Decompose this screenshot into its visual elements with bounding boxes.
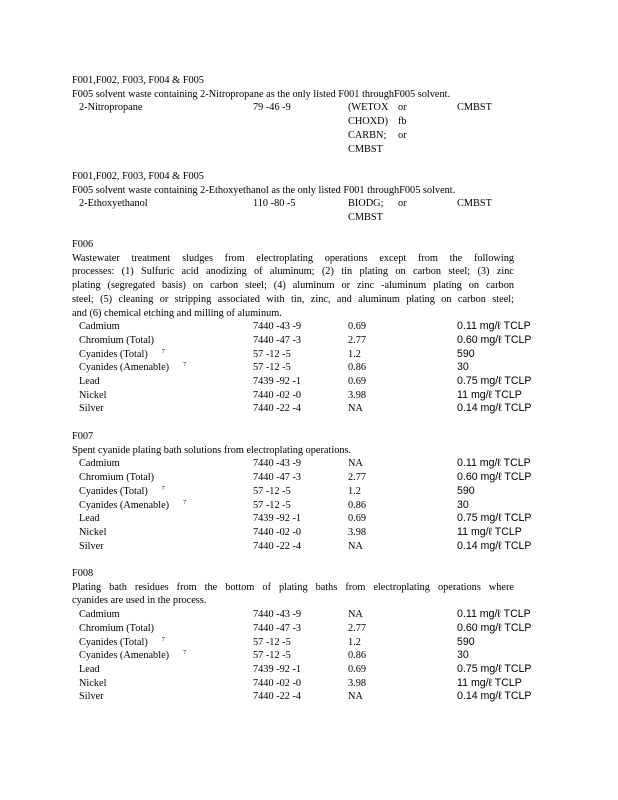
cas-number: 7440 -02 -0 <box>253 677 302 689</box>
cas-number: 7439 -92 -1 <box>253 663 302 675</box>
section-heading: F001,F002, F003, F004 & F005 <box>72 75 204 86</box>
nonwastewater-standard: 11 mg/ℓ TCLP <box>457 676 522 689</box>
wastewater-standard: 2.77 <box>348 622 367 634</box>
wastewater-standard: 1.2 <box>348 348 361 360</box>
footnote-marker: 7 <box>183 499 187 506</box>
cas-number: 7440 -43 -9 <box>253 458 302 470</box>
section-description-line: F005 solvent waste containing 2-Nitropropane as the only listed F001 throughF005 solvent. <box>72 88 451 100</box>
wastewater-standard: 3.98 <box>348 389 367 401</box>
constituent-name: Lead <box>79 513 100 525</box>
nonwastewater-standard: CMBST <box>457 198 492 210</box>
footnote-marker: 7 <box>183 362 187 369</box>
nonwastewater-standard: 0.14 mg/ℓ TCLP <box>457 690 532 703</box>
wastewater-standard: 3.98 <box>348 526 367 538</box>
technology-connector: or <box>398 198 407 210</box>
wastewater-standard: NA <box>348 691 363 703</box>
technology-connector: or <box>398 102 407 114</box>
constituent-name: Cyanides (Amenable) $^7$ <box>79 650 187 662</box>
constituent-name: Chromium (Total) <box>79 622 155 634</box>
wastewater-standard: 1.2 <box>348 636 361 648</box>
section-description-line: Plating bath residues from the bottom of plating baths from electroplating operations where <box>72 581 514 593</box>
cas-number: 110 -80 -5 <box>253 198 296 210</box>
section-heading: F006 <box>72 239 94 250</box>
nonwastewater-standard: 30 <box>457 361 469 374</box>
wastewater-standard: 0.69 <box>348 376 367 387</box>
cas-number: 7440 -22 -4 <box>253 540 302 552</box>
cas-number: 57 -12 -5 <box>253 485 291 497</box>
section-description-line: cyanides are used in the process. <box>72 595 207 607</box>
constituent-name: Silver <box>79 403 104 415</box>
section-heading: F001,F002, F003, F004 & F005 <box>72 171 204 182</box>
section-description-line: Wastewater treatment sludges from electroplating operations except from the following <box>72 252 514 264</box>
wastewater-standard: 0.69 <box>348 321 367 333</box>
section-description-line: plating (segregated basis) on carbon steel; (4) aluminum or zinc -aluminum plating on carbon <box>72 280 514 292</box>
nonwastewater-standard: 0.60 mg/ℓ TCLP <box>457 333 532 346</box>
cas-number: 7440 -43 -9 <box>253 321 302 333</box>
cas-number: 7440 -02 -0 <box>253 389 302 401</box>
nonwastewater-standard: 590 <box>457 484 475 497</box>
cas-number: 57 -12 -5 <box>253 636 291 648</box>
section-description-line: and (6) chemical etching and milling of aluminum. <box>72 307 282 319</box>
nonwastewater-standard: 0.75 mg/ℓ TCLP <box>457 375 532 387</box>
cas-number: 7440 -47 -3 <box>253 622 302 634</box>
wastewater-standard: CHOXD) <box>348 116 389 128</box>
nonwastewater-standard: 11 mg/ℓ TCLP <box>457 525 522 538</box>
nonwastewater-standard: 0.60 mg/ℓ TCLP <box>457 621 532 634</box>
constituent-name: Chromium (Total) <box>79 472 155 484</box>
wastewater-standard: CMBST <box>348 212 383 224</box>
constituent-name: 2-Nitropropane <box>79 102 143 114</box>
cas-number: 7440 -43 -9 <box>253 609 302 621</box>
cas-number: 79 -46 -9 <box>253 102 291 114</box>
nonwastewater-standard: 590 <box>457 635 475 648</box>
nonwastewater-standard: 0.14 mg/ℓ TCLP <box>457 402 532 415</box>
nonwastewater-standard: 30 <box>457 649 469 662</box>
wastewater-standard: NA <box>348 540 363 552</box>
cas-number: 57 -12 -5 <box>253 348 291 360</box>
wastewater-standard: 0.86 <box>348 650 367 662</box>
cas-number: 7440 -47 -3 <box>253 472 302 484</box>
nonwastewater-standard: 0.11 mg/ℓ TCLP <box>457 608 531 621</box>
footnote-marker: 7 <box>161 485 165 492</box>
cas-number: 7440 -22 -4 <box>253 691 302 703</box>
nonwastewater-standard: 30 <box>457 498 469 511</box>
constituent-name: Cyanides (Total) $^7$ <box>79 636 165 648</box>
wastewater-standard: CARBN; <box>348 129 387 141</box>
wastewater-standard: 1.2 <box>348 485 361 497</box>
nonwastewater-standard: 11 mg/ℓ TCLP <box>457 388 522 401</box>
constituent-name: Cadmium <box>79 321 120 333</box>
wastewater-standard: CMBST <box>348 143 383 155</box>
footnote-marker: 7 <box>161 636 165 643</box>
constituent-name: Cyanides (Amenable) $^7$ <box>79 362 187 374</box>
section-description-line: Spent cyanide plating bath solutions from electroplating operations. <box>72 444 352 456</box>
cas-number: 7440 -02 -0 <box>253 526 302 538</box>
wastewater-standard: 0.86 <box>348 499 367 511</box>
constituent-name: Lead <box>79 663 100 675</box>
wastewater-standard: NA <box>348 403 363 415</box>
section-description-line: processes: (1) Sulfuric acid anodizing of aluminum; (2) tin plating on carbon steel; (3) zinc <box>72 266 514 278</box>
cas-number: 57 -12 -5 <box>253 650 291 662</box>
constituent-name: Cyanides (Total) $^7$ <box>79 485 165 497</box>
wastewater-standard: 0.86 <box>348 362 367 374</box>
cas-number: 7440 -47 -3 <box>253 334 302 346</box>
constituent-name: Cadmium <box>79 458 120 470</box>
constituent-name: Nickel <box>79 677 107 689</box>
footnote-marker: 7 <box>183 650 187 657</box>
wastewater-standard: 0.69 <box>348 663 367 675</box>
cas-number: 7439 -92 -1 <box>253 376 302 387</box>
nonwastewater-standard: 0.11 mg/ℓ TCLP <box>457 320 531 333</box>
technology-connector: or <box>398 129 407 141</box>
technology-connector: fb <box>398 116 407 128</box>
nonwastewater-standard: 0.75 mg/ℓ TCLP <box>457 662 532 675</box>
footnote-marker: 7 <box>161 348 165 355</box>
section-heading: F007 <box>72 431 94 442</box>
constituent-name: Nickel <box>79 389 107 401</box>
wastewater-standard: NA <box>348 458 363 470</box>
section-description-line: F005 solvent waste containing 2-Ethoxyethanol as the only listed F001 throughF005 solvent. <box>72 184 456 196</box>
section-description-line: steel; (5) cleaning or stripping associated with tin, zinc, and aluminum plating on carbon steel; <box>72 293 514 305</box>
constituent-name: 2-Ethoxyethanol <box>79 198 148 210</box>
constituent-name: Nickel <box>79 526 107 538</box>
constituent-name: Chromium (Total) <box>79 334 155 346</box>
wastewater-standard: NA <box>348 609 363 621</box>
nonwastewater-standard: 0.14 mg/ℓ TCLP <box>457 539 532 552</box>
cas-number: 57 -12 -5 <box>253 499 291 511</box>
nonwastewater-standard: 590 <box>457 347 475 360</box>
constituent-name: Cyanides (Total) $^7$ <box>79 348 165 360</box>
constituent-name: Cadmium <box>79 609 120 621</box>
nonwastewater-standard: 0.75 mg/ℓ TCLP <box>457 512 532 525</box>
wastewater-standard: 2.77 <box>348 472 367 484</box>
cas-number: 7439 -92 -1 <box>253 513 302 525</box>
constituent-name: Silver <box>79 691 104 703</box>
constituent-name: Cyanides (Amenable) $^7$ <box>79 499 187 511</box>
wastewater-standard: 0.69 <box>348 513 367 525</box>
cas-number: 57 -12 -5 <box>253 362 291 374</box>
constituent-name: Silver <box>79 540 104 552</box>
wastewater-standard: BIODG; <box>348 198 384 210</box>
wastewater-standard: 2.77 <box>348 334 367 346</box>
nonwastewater-standard: 0.60 mg/ℓ TCLP <box>457 471 532 484</box>
nonwastewater-standard: 0.11 mg/ℓ TCLP <box>457 457 531 470</box>
constituent-name: Lead <box>79 376 100 387</box>
nonwastewater-standard: CMBST <box>457 102 492 114</box>
wastewater-standard: 3.98 <box>348 677 367 689</box>
section-heading: F008 <box>72 568 94 579</box>
cas-number: 7440 -22 -4 <box>253 403 302 415</box>
wastewater-standard: (WETOX <box>348 102 389 114</box>
